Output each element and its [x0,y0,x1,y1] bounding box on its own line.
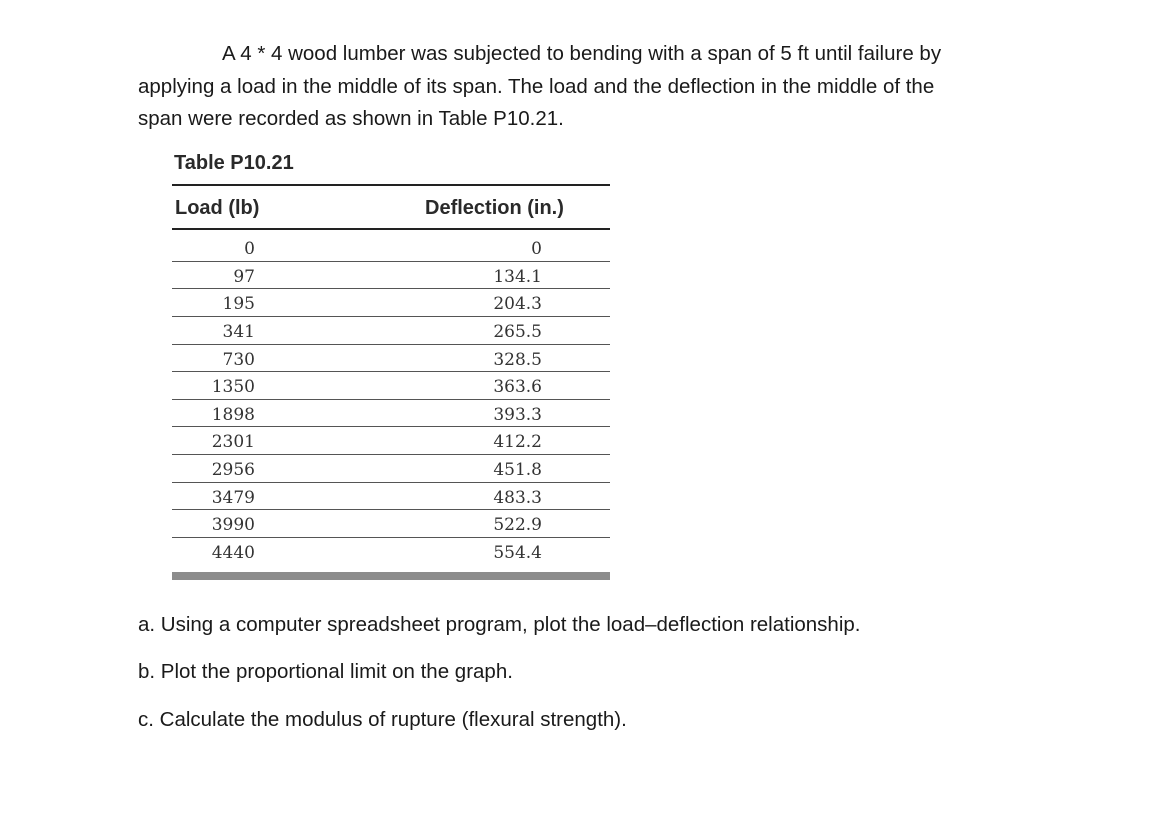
problem-line-3: span were recorded as shown in Table P10.21. [138,107,564,130]
deflection-cell: 451.8 [493,460,542,481]
table-row [172,345,610,373]
load-cell: 1898 [211,404,255,425]
load-cell: 97 [233,266,255,287]
table-row [172,427,610,455]
deflection-cell: 412.2 [493,432,542,453]
load-cell: 1350 [211,377,255,398]
table-row [172,289,610,317]
load-cell: 195 [222,294,255,315]
table-bottom-rule [172,572,610,580]
question-b: b. Plot the proportional limit on the graph. [138,660,513,683]
load-cell: 2956 [211,460,255,481]
table-row [172,372,610,400]
deflection-cell: 522.9 [493,515,542,536]
table-top-rule [172,184,610,186]
load-cell: 3479 [211,487,255,508]
deflection-cell: 363.6 [493,377,542,398]
deflection-cell: 204.3 [493,294,542,315]
table-row [172,455,610,483]
deflection-cell: 554.4 [493,543,542,564]
load-cell: 0 [244,239,255,259]
table-row [172,483,610,511]
question-c: c. Calculate the modulus of rupture (flexural strength). [138,708,627,731]
table-row [172,510,610,538]
deflection-cell: 0 [531,239,542,259]
load-cell: 3990 [211,515,255,536]
problem-line-2: applying a load in the middle of its span. The load and the deflection in the middle of the [138,74,935,98]
table-row [172,262,610,290]
question-a: a. Using a computer spreadsheet program, plot the load–deflection relationship. [138,613,861,636]
table-row [172,234,610,262]
problem-statement [138,38,1038,136]
column-header-load: Load (lb) [175,197,260,219]
deflection-cell: 134.1 [493,266,542,287]
column-header-deflection: Deflection (in.) [425,197,564,219]
table-header-rule [172,228,610,230]
load-cell: 4440 [211,543,255,564]
table-title: Table P10.21 [174,152,294,174]
table-row [172,538,610,565]
deflection-cell: 393.3 [493,404,542,425]
deflection-cell: 483.3 [493,487,542,508]
table-row [172,400,610,428]
load-cell: 2301 [211,432,255,453]
table-body [172,234,610,565]
deflection-cell: 328.5 [493,349,542,370]
load-cell: 341 [222,321,255,342]
problem-line-1: A 4 * 4 wood lumber was subjected to bending with a span of 5 ft until failure by [222,42,942,65]
deflection-cell: 265.5 [493,321,542,342]
table-row [172,317,610,345]
load-cell: 730 [222,349,255,370]
